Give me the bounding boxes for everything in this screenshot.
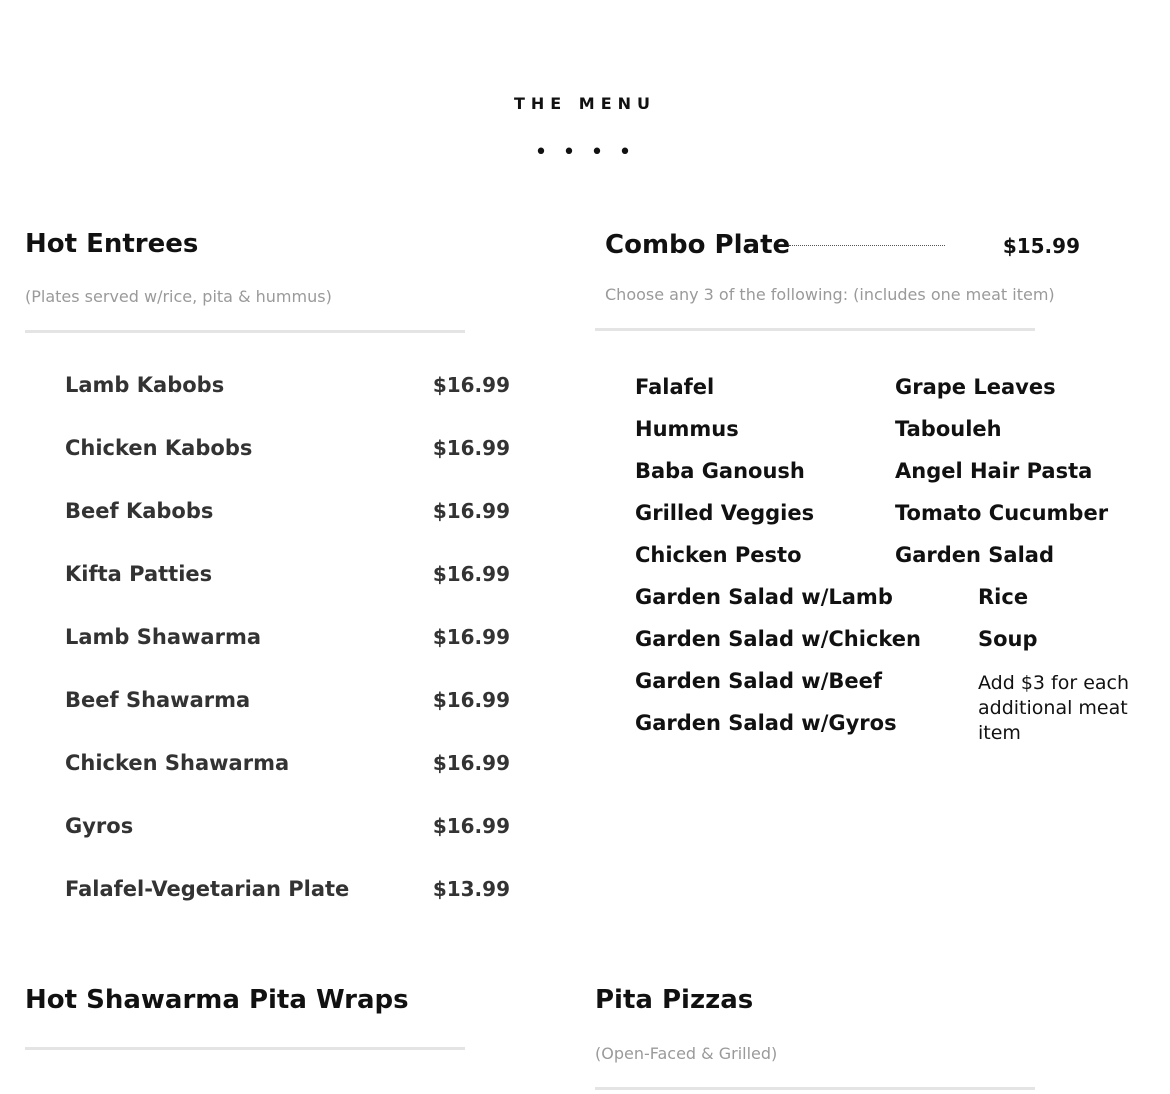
combo-item: Garden Salad w/Chicken (635, 627, 921, 651)
combo-item: Baba Ganoush (635, 459, 805, 483)
menu-item-price: $16.99 (432, 373, 510, 397)
combo-item: Falafel (635, 375, 715, 399)
menu-item-price: $16.99 (432, 436, 510, 460)
combo-plate-subtitle: Choose any 3 of the following: (includes one meat item) (605, 285, 1055, 304)
menu-item-name: Chicken Kabobs (65, 436, 253, 460)
combo-item: Tabouleh (895, 417, 1002, 441)
menu-item-name: Chicken Shawarma (65, 751, 290, 775)
combo-item: Garden Salad w/Beef (635, 669, 883, 693)
combo-item: Soup (978, 627, 1038, 651)
menu-item-price: $16.99 (432, 814, 510, 838)
pita-wraps-title: Hot Shawarma Pita Wraps (25, 985, 409, 1015)
pita-pizzas-subtitle: (Open-Faced & Grilled) (595, 1044, 778, 1063)
page-title: THE MENU (513, 94, 657, 113)
pita-pizzas-title: Pita Pizzas (595, 985, 754, 1015)
combo-item: Garden Salad w/Lamb (635, 585, 893, 609)
hot-entrees-divider (25, 330, 465, 333)
menu-item-price: $16.99 (432, 562, 510, 586)
price-leader-dots (789, 245, 945, 246)
menu-item-name: Kifta Patties (65, 562, 213, 586)
combo-item: Grape Leaves (895, 375, 1056, 399)
menu-item-price: $16.99 (432, 499, 510, 523)
menu-item-name: Gyros (65, 814, 134, 838)
menu-item-price: $16.99 (432, 751, 510, 775)
pita-wraps-divider (25, 1047, 465, 1050)
combo-plate-price: $15.99 (1002, 234, 1080, 258)
menu-item-name: Beef Kabobs (65, 499, 214, 523)
menu-item-name: Beef Shawarma (65, 688, 251, 712)
additional-meat-note: Add $3 for each additional meat item (978, 672, 1130, 744)
combo-plate-divider (595, 328, 1035, 331)
menu-item-price: $13.99 (432, 877, 510, 901)
menu-item-price: $16.99 (432, 688, 510, 712)
menu-item-price: $16.99 (432, 625, 510, 649)
menu-item-name: Lamb Shawarma (65, 625, 262, 649)
combo-item: Hummus (635, 417, 739, 441)
combo-item: Tomato Cucumber (895, 501, 1109, 525)
hot-entrees-subtitle: (Plates served w/rice, pita & hummus) (25, 287, 332, 306)
combo-item: Angel Hair Pasta (895, 459, 1093, 483)
combo-item: Chicken Pesto (635, 543, 802, 567)
title-divider-dots: • • • • (534, 140, 636, 165)
menu-item-name: Lamb Kabobs (65, 373, 225, 397)
hot-entrees-title: Hot Entrees (25, 229, 199, 259)
combo-plate-title: Combo Plate (605, 230, 791, 260)
combo-item: Garden Salad (895, 543, 1054, 567)
combo-item: Grilled Veggies (635, 501, 815, 525)
pita-pizzas-divider (595, 1087, 1035, 1090)
combo-item: Rice (978, 585, 1029, 609)
combo-item: Garden Salad w/Gyros (635, 711, 897, 735)
menu-item-name: Falafel-Vegetarian Plate (65, 877, 350, 901)
